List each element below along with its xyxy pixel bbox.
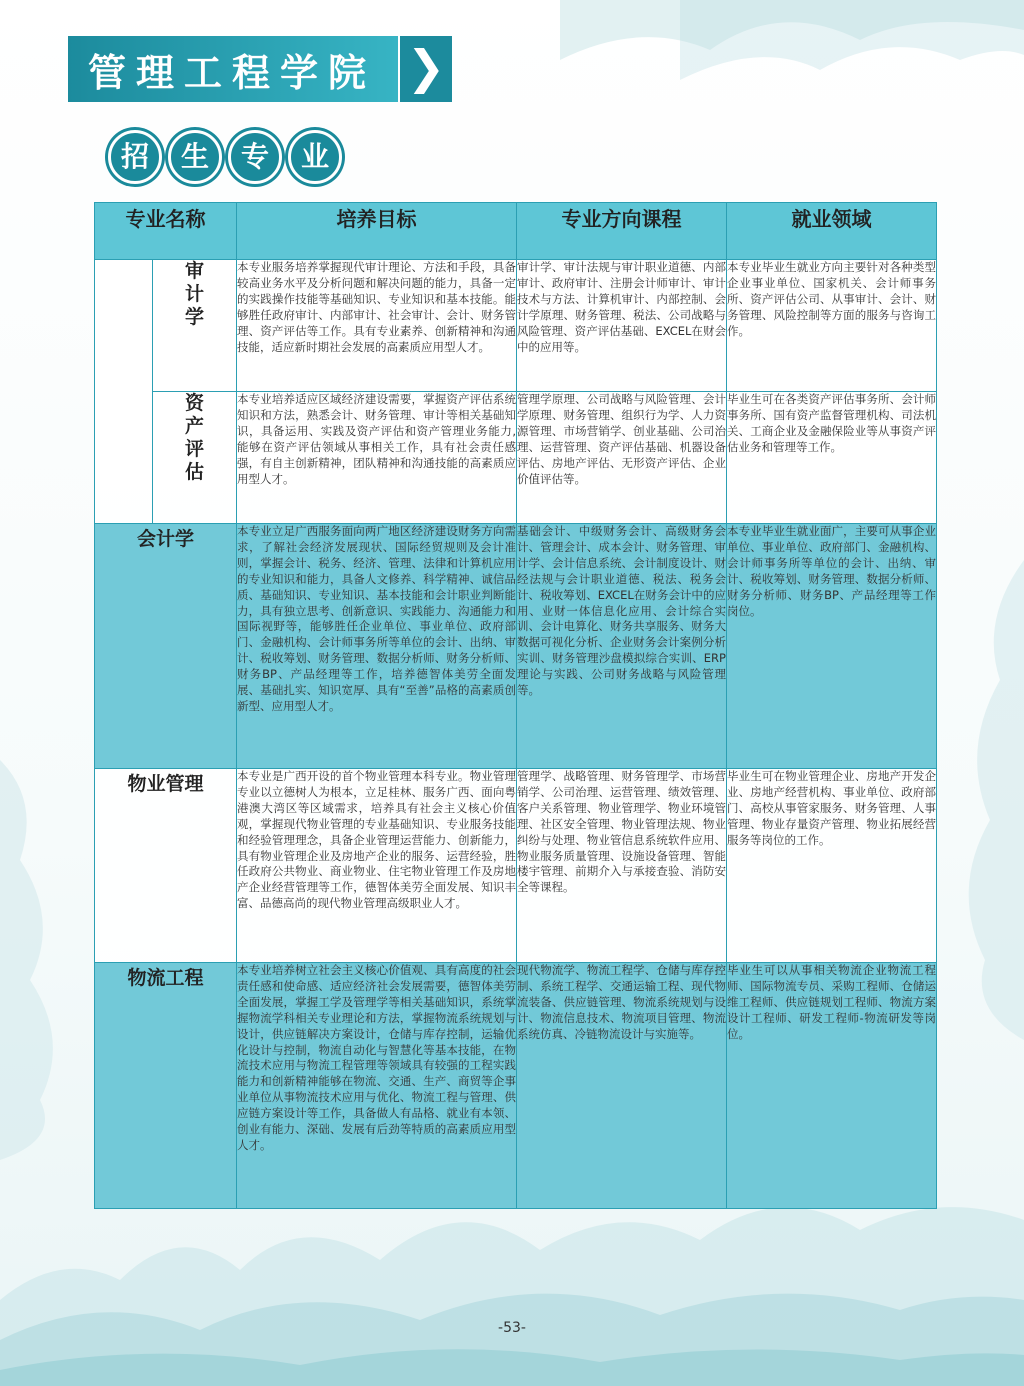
badge-char: 招 <box>108 130 162 184</box>
column-header: 专业名称 <box>95 203 237 260</box>
goal-cell: 本专业培养树立社会主义核心价值观、具有高度的社会责任感和使命感、适应经济社会发展需要，德智体美劳全面发展，掌握工学及管理学等相关基础知识，系统掌握物流学科相关专业理论和方法，掌握物流系统规划与设计，供应链解决方案设计，仓储与库存控制，运输优化设计与控制，物流自动化与智慧化等基本技能，在物流技术应用与物流工程管理等领域具有较强的工程实践能力和创新精神能够在物流、交通、生产、商贸等企事业单位从事物流技术应用与优化、物流工程与管理、供应链方案设计等工作，具备做人有品格、就业有本领、创业有能力、深础、发展有后劲等特质的高素质应用型人才。 <box>237 963 517 1209</box>
table-row <box>95 769 937 963</box>
goal-cell: 本专业是广西开设的首个物业管理本科专业。物业管理专业以立德树人为根本，立足桂林、服务广西、面向粤港澳大湾区等区域需求，培养具有社会主义核心价值观，掌握现代物业管理的专业基础知识、专业服务技能和经验管理理念，具备企业管理运营能力、创新能力，具有物业管理企业及房地产企业的服务、运营经验，胜任政府公共物业、商业物业、住宅物业管理工作及房地产企业经营管理等工作，德智体美劳全面发展、知识丰富、品德高尚的现代物业管理高级职业人才。 <box>237 769 517 963</box>
major-name: 审计学 <box>153 260 237 392</box>
courses-cell: 现代物流学、物流工程学、仓储与库存控制、系统工程学、交通运输工程、现代物流装备、供应链管理、物流系统规划与设计、物流信息技术、物流项目管理、物流系统仿真、冷链物流设计与实施等。 <box>517 963 727 1209</box>
majors-table <box>94 202 937 1209</box>
table-row <box>95 524 937 769</box>
mountain-decoration-right <box>930 560 1024 1040</box>
table-row <box>95 392 937 524</box>
courses-cell: 基础会计、中级财务会计、高级财务会计、管理会计、成本会计、财务管理、审计学、会计信息系统、会计制度设计、财经法规与会计职业道德、税法、税务会计、税收筹划、EXCEL在财务会计中的应用、业财一体信息化应用、会计综合实训、会计电算化、财务共享服务、财务大数据可视化分析、企业财务会计案例分析实训、财务管理沙盘模拟综合实训、ERP理论与实践、公司财务战略与风险管理等。 <box>517 524 727 769</box>
group-cell <box>95 260 153 524</box>
badge-char: 生 <box>168 130 222 184</box>
goal-cell: 本专业立足广西服务面向两广地区经济建设财务方向需求，了解社会经济发展现状、国际经贸规则及会计准则，掌握会计、税务、经济、管理、法律和计算机应用的专业知识和能力，具备人文修养、科学精神、诚信品质、基础知识、专业知识、基本技能和会计职业判断能力，具有独立思考、创新意识、实践能力、沟通能力和国际视野等，能够胜任企业单位、事业单位、政府部门、金融机构、会计师事务所等单位的会计、出纳、审计、税收筹划、财务管理、数据分析师、财务分析师、财务BP、产品经理等工作，培养德智体美劳全面发展、基础扎实、知识宽厚、具有“至善”品格的高素质创新型、应用型人才。 <box>237 524 517 769</box>
page-number: -53- <box>498 1320 526 1336</box>
table-header-row <box>95 203 937 260</box>
major-name: 资产评估 <box>153 392 237 524</box>
major-name: 物业管理 <box>95 769 237 963</box>
table-row <box>95 260 937 392</box>
major-name: 物流工程 <box>95 963 237 1209</box>
career-cell: 毕业生可在各类资产评估事务所、会计师事务所、国有资产监督管理机构、司法机关、工商企业及金融保险业等从事资产评估业务和管理等工作。 <box>727 392 937 524</box>
page-title: 管理工程学院 <box>88 51 377 95</box>
chevron-right-icon: ❯ <box>400 36 452 102</box>
career-cell: 本专业毕业生就业面广，主要可从事企业单位、事业单位、政府部门、金融机构、会计师事务所等单位的会计、出纳、审计、税收筹划、财务管理、数据分析师、财务分析师、财务BP、产品经理等工作岗位。 <box>727 524 937 769</box>
career-cell: 毕业生可以从事相关物流企业物流工程师、国际物流专员、采购工程师、仓储运维工程师、供应链规划工程师、物流方案设计工程师、研发工程师-物流研发等岗位。 <box>727 963 937 1209</box>
column-header: 培养目标 <box>237 203 517 260</box>
badge-char: 业 <box>288 130 342 184</box>
mountain-decoration-top <box>560 0 1024 120</box>
courses-cell: 管理学、战略管理、财务管理学、市场营销学、公司治理、运营管理、绩效管理、客户关系管理、物业管理学、物业环境管理、社区安全管理、物业管理法规、物业纠纷与处理、物业管信息系统软件应用、物业服务质量管理、设施设备管理、智能楼宇管理、前期介入与承接查验、消防安全等课程。 <box>517 769 727 963</box>
table-row <box>95 963 937 1209</box>
goal-cell: 本专业培养适应区域经济建设需要，掌握资产评估系统知识和方法，熟悉会计、财务管理、审计等相关基础知识，具备运用、实践及资产评估和资产管理业务能力,能够在资产评估领域从事相关工作，具有社会责任感强，有自主创新精神，团队精神和沟通技能的高素质应用型人才。 <box>237 392 517 524</box>
goal-cell: 本专业服务培养掌握现代审计理论、方法和手段，具备较高业务水平及分析问题和解决问题的能力，具备一定的实践操作技能等基础知识、专业知识和基本技能。能够胜任政府审计、内部审计、社会审计、会计、财务管理、资产评估等工作。具有专业素养、创新精神和沟通技能，适应新时期社会发展的高素质应用型人才。 <box>237 260 517 392</box>
section-badge <box>108 130 348 182</box>
career-cell: 本专业毕业生就业方向主要针对各种类型企业事业单位、国家机关、会计师事务所、资产评估公司、从事审计、会计、财务管理、风险控制等方面的服务与咨询工作。 <box>727 260 937 392</box>
column-header: 专业方向课程 <box>517 203 727 260</box>
badge-char: 专 <box>228 130 282 184</box>
mountain-decoration-left <box>0 720 100 1160</box>
courses-cell: 审计学、审计法规与审计职业道德、内部审计、政府审计、注册会计师审计、审计技术与方法、计算机审计、内部控制、会计学原理、财务管理、税法、公司战略与风险管理、资产评估基础、EXCEL在财会中的应用等。 <box>517 260 727 392</box>
career-cell: 毕业生可在物业管理企业、房地产开发企业、房地产经营机构、事业单位、政府部门、高校从事管家服务、财务管理、人事管理、物业存量资产管理、物业拓展经营服务等岗位的工作。 <box>727 769 937 963</box>
major-name: 会计学 <box>95 524 237 769</box>
column-header: 就业领域 <box>727 203 937 260</box>
courses-cell: 管理学原理、公司战略与风险管理、会计学原理、财务管理、组织行为学、人力资源管理、市场营销学、创业基础、公司治理、运营管理、资产评估基础、机器设备评估、房地产评估、无形资产评估、企业价值评估等。 <box>517 392 727 524</box>
